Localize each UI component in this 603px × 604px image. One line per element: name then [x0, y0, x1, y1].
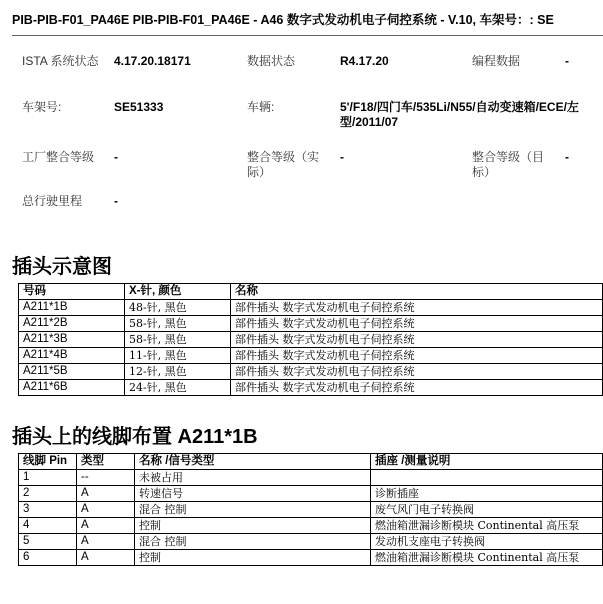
signal-name: 混合 控制	[135, 534, 371, 550]
signal-name: 转速信号	[135, 486, 371, 502]
column-header: 类型	[77, 454, 135, 470]
pin-type: --	[77, 470, 135, 486]
connector-id: A211*4B	[19, 348, 125, 364]
table-row	[19, 550, 603, 566]
column-header: 名称 /信号类型	[135, 454, 371, 470]
pin-color: 24-针, 黑色	[125, 380, 231, 396]
connector-heading: 插头示意图	[12, 256, 112, 278]
table-row	[19, 486, 603, 502]
column-header: 号码	[19, 284, 125, 300]
pin-number: 1	[19, 470, 77, 486]
table-row	[19, 364, 603, 380]
signal-name: 控制	[135, 518, 371, 534]
pin-table-header	[19, 454, 603, 470]
connector-name: 部件插头 数字式发动机电子伺控系统	[231, 348, 603, 364]
signal-name: 未被占用	[135, 470, 371, 486]
pin-number: 2	[19, 486, 77, 502]
socket-description: 废气风门电子转换阀	[371, 502, 603, 518]
vehicle-label: 车辆:	[247, 100, 275, 114]
title-divider	[12, 35, 603, 36]
column-header: X-针, 颜色	[125, 284, 231, 300]
pin-type: A	[77, 518, 135, 534]
pin-color: 58-针, 黑色	[125, 332, 231, 348]
column-header: 插座 /测量说明	[371, 454, 603, 470]
connector-name: 部件插头 数字式发动机电子伺控系统	[231, 380, 603, 396]
connector-id: A211*3B	[19, 332, 125, 348]
socket-description: 诊断插座	[371, 486, 603, 502]
connector-name: 部件插头 数字式发动机电子伺控系统	[231, 300, 603, 316]
column-header: 线脚 Pin	[19, 454, 77, 470]
target-level-value: -	[565, 150, 569, 164]
pin-number: 6	[19, 550, 77, 566]
vin-value: SE51333	[114, 100, 164, 114]
table-row	[19, 300, 603, 316]
pin-type: A	[77, 486, 135, 502]
data-status-label: 数据状态	[247, 54, 296, 68]
factory-level-value: -	[114, 150, 118, 164]
pin-type: A	[77, 502, 135, 518]
table-row	[19, 332, 603, 348]
signal-name: 控制	[135, 550, 371, 566]
vehicle-value: 5'/F18/四门车/535Li/N55/自动变速箱/ECE/左型/2011/07	[340, 100, 579, 129]
pin-assignment-table	[18, 453, 603, 566]
table-row	[19, 518, 603, 534]
table-row	[19, 348, 603, 364]
connector-name: 部件插头 数字式发动机电子伺控系统	[231, 332, 603, 348]
ista-status-value: 4.17.20.18171	[114, 54, 191, 68]
document-title: PIB-PIB-F01_PA46E PIB-PIB-F01_PA46E - A46 数字式发动机电子伺控系统 - V.10, 车架号：: SE	[12, 13, 554, 27]
pin-number: 5	[19, 534, 77, 550]
connector-table	[18, 283, 603, 396]
factory-level-label: 工厂整合等级	[22, 150, 95, 164]
programming-data-value: -	[565, 54, 569, 68]
pin-type: A	[77, 534, 135, 550]
mileage-label: 总行驶里程	[22, 194, 83, 208]
connector-table-header	[19, 284, 603, 300]
signal-name: 混合 控制	[135, 502, 371, 518]
pin-number: 4	[19, 518, 77, 534]
connector-id: A211*6B	[19, 380, 125, 396]
connector-id: A211*1B	[19, 300, 125, 316]
vin-label: 车架号:	[22, 100, 62, 114]
table-row	[19, 470, 603, 486]
programming-data-label: 编程数据	[472, 54, 521, 68]
socket-description	[371, 470, 603, 486]
connector-id: A211*5B	[19, 364, 125, 380]
pin-color: 11-针, 黑色	[125, 348, 231, 364]
data-status-value: R4.17.20	[340, 54, 389, 68]
pin-type: A	[77, 550, 135, 566]
connector-id: A211*2B	[19, 316, 125, 332]
socket-description: 燃油箱泄漏诊断模块 Continental 高压泵	[371, 550, 603, 566]
socket-description: 发动机支座电子转换阀	[371, 534, 603, 550]
pin-color: 48-针, 黑色	[125, 300, 231, 316]
pin-assignment-heading: 插头上的线脚布置 A211*1B	[12, 426, 258, 448]
actual-level-label: 整合等级（实际）	[247, 150, 320, 179]
mileage-value: -	[114, 194, 118, 208]
table-row	[19, 534, 603, 550]
column-header: 名称	[231, 284, 603, 300]
target-level-label: 整合等级（目标）	[472, 150, 545, 179]
pin-color: 12-针, 黑色	[125, 364, 231, 380]
pin-color: 58-针, 黑色	[125, 316, 231, 332]
table-row	[19, 316, 603, 332]
table-row	[19, 380, 603, 396]
connector-name: 部件插头 数字式发动机电子伺控系统	[231, 364, 603, 380]
table-row	[19, 502, 603, 518]
ista-status-label: ISTA 系统状态	[22, 54, 99, 68]
connector-name: 部件插头 数字式发动机电子伺控系统	[231, 316, 603, 332]
actual-level-value: -	[340, 150, 344, 164]
pin-number: 3	[19, 502, 77, 518]
socket-description: 燃油箱泄漏诊断模块 Continental 高压泵	[371, 518, 603, 534]
